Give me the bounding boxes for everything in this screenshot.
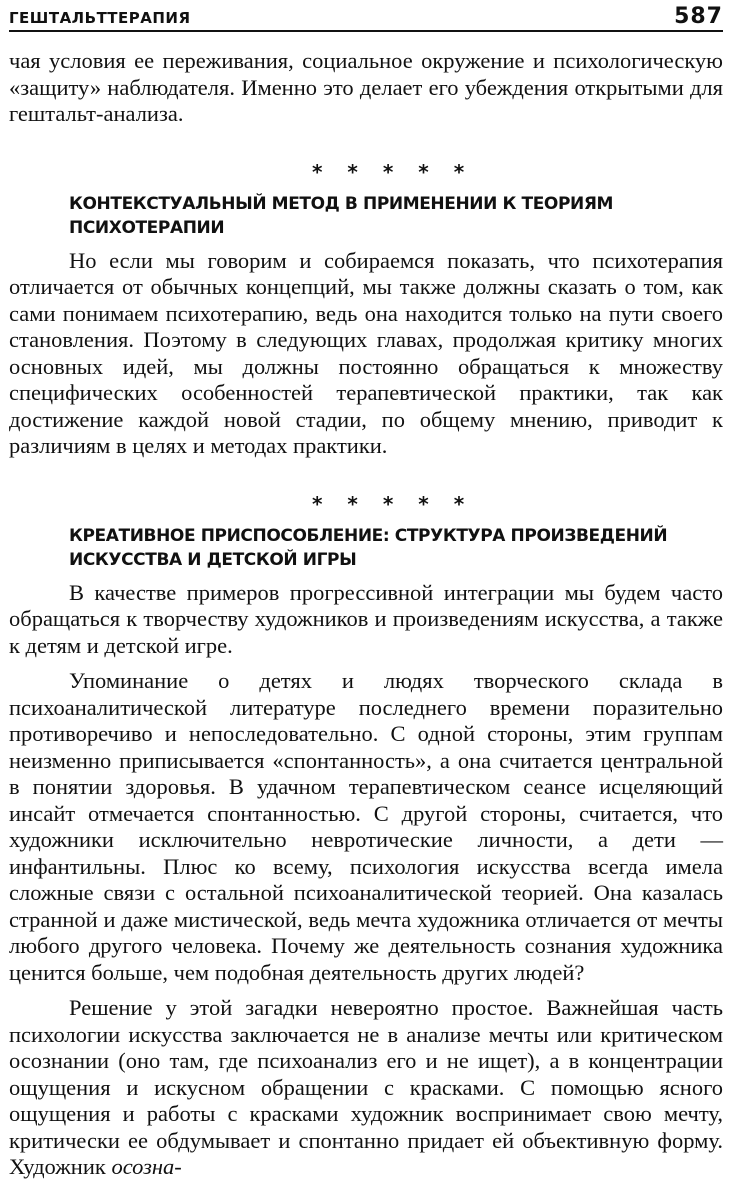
section-separator: * * * * * xyxy=(312,491,474,516)
page-number: 587 xyxy=(674,4,723,29)
running-title: ГЕШТАЛЬТТЕРАПИЯ xyxy=(9,9,191,27)
heading-line: КОНТЕКСТУАЛЬНЫЙ МЕТОД В ПРИМЕНЕНИИ К ТЕОРИЯМ xyxy=(69,193,614,214)
section-separator: * * * * * xyxy=(312,159,474,184)
running-header xyxy=(9,4,723,32)
section-heading-creative-adjustment xyxy=(9,524,723,572)
paragraph xyxy=(9,995,723,1181)
heading-line: КРЕАТИВНОЕ ПРИСПОСОБЛЕНИЕ: СТРУКТУРА ПРОИЗВЕДЕНИЙ xyxy=(69,525,668,546)
paragraph: Но если мы говорим и собираемся показать, что психотерапия отличается от обычных концепций, мы также должны сказать о том, как сами понимаем психотерапию, ведь она находится только на пути своего становления. Поэтому в следующих главах, продолжая критику многих основных идей, мы должны постоянно обращаться к множеству специфических особенностей терапевтической практики, так как достижение каждой новой стадии, по общему мнению, приводит к различиям в целях и методах практики. xyxy=(9,247,723,458)
heading-line: ИСКУССТВА И ДЕТСКОЙ ИГРЫ xyxy=(69,549,357,570)
paragraph-continuation: чая условия ее переживания, социальное окружение и психологическую «защиту» наблюдателя. Именно это делает его убеждения открытыми для гештальт-анализа. xyxy=(9,48,723,126)
paragraph-text: Решение у этой загадки невероятно простое. Важнейшая часть психологии искусства заключается не в анализе мечты или критическом осознании (оно там, где психоанализ его и не ищет), а в концентрации ощущения и искусном обращении с красками. С помощью ясного ощущения и работы с красками художник воспринимает свою мечту, критически ее обдумывает и спонтанно придает ей объективную форму. Художник xyxy=(9,995,723,1179)
paragraph: Упоминание о детях и людях творческого склада в психоаналитической литературе последнего времени поразительно противоречиво и непоследовательно. С одной стороны, этим группам неизменно приписывается «спонтанность», а она считается центральной в понятии здоровья. В удачном терапевтическом сеансе исцеляющий инсайт отмечается спонтанностью. С другой стороны, считается, что художники исключительно невротические личности, а дети — инфантильны. Плюс ко всему, психология искусства всегда имела сложные связи с остальной психоаналитической теорией. Она казалась странной и даже мистической, ведь мечта художника отличается от мечты любого другого человека. Почему же деятельность сознания художника ценится больше, чем подобная деятельность других людей? xyxy=(9,668,723,985)
italic-word: осозна- xyxy=(111,1154,182,1179)
heading-line: ПСИХОТЕРАПИИ xyxy=(69,217,225,238)
section-heading-contextual-method xyxy=(9,192,723,240)
book-page xyxy=(9,4,723,1181)
paragraph: В качестве примеров прогрессивной интеграции мы будем часто обращаться к творчеству художников и произведениям искусства, а также к детям и детской игре. xyxy=(9,579,723,658)
